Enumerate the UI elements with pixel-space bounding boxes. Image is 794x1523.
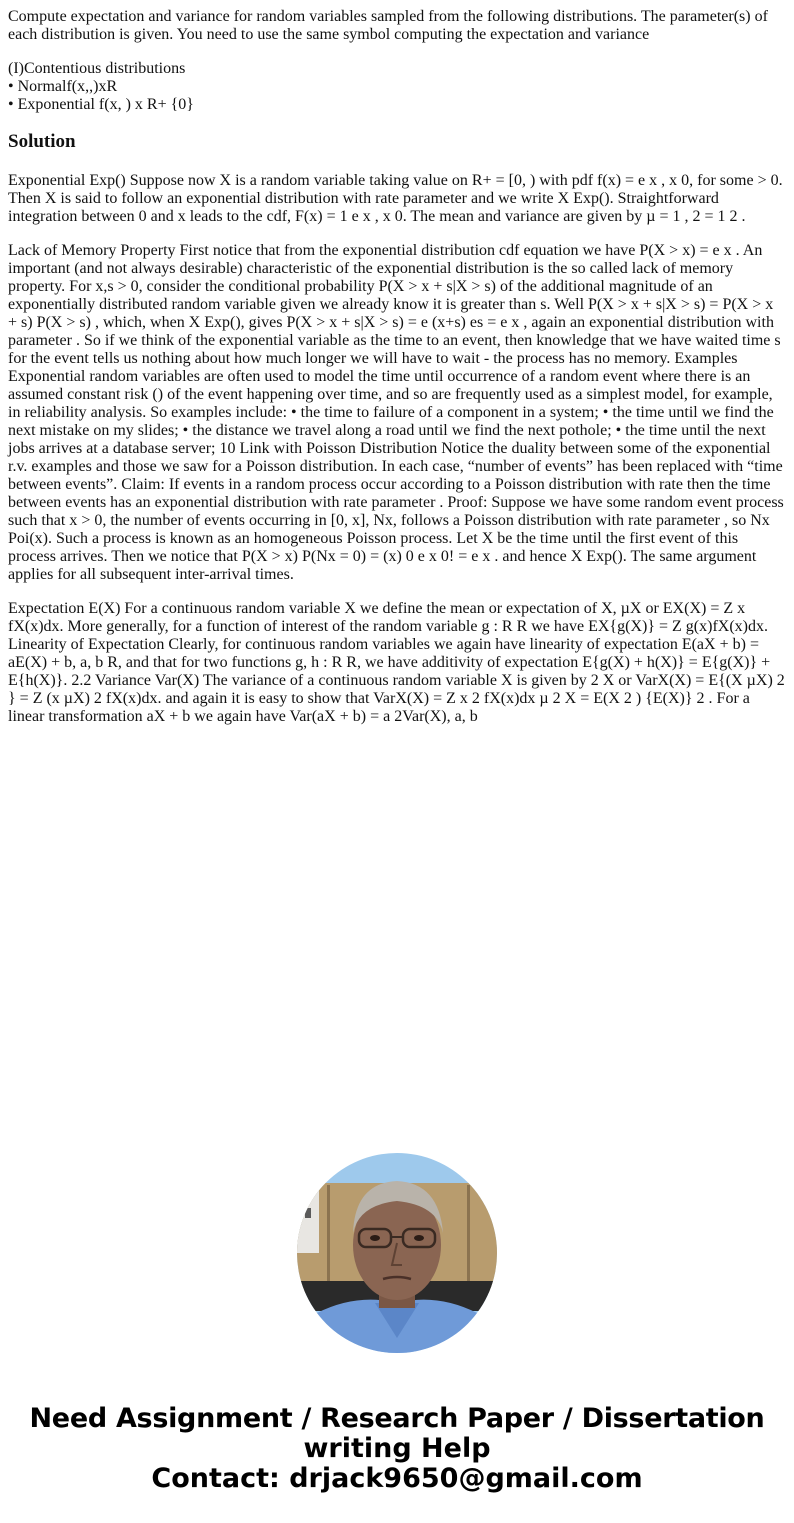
solution-paragraph-exponential: Exponential Exp() Suppose now X is a random variable taking value on R+ = [0, ) with pdf f(x) = e x , x 0, for some > 0. Then X is said to follow an exponential distribution with rate parameter and we write X Exp(). Straightforward integration between 0 and x leads to the cdf, F(x) = 1 e x , x 0. The mean and variance are given by µ = 1 , 2 = 1 2 . xyxy=(8,172,783,225)
list-item-normal: • Normalf(x,,)xR xyxy=(8,78,118,95)
footer-line-2: writing Help xyxy=(303,1433,491,1464)
footer-line-1: Need Assignment / Research Paper / Dissertation xyxy=(29,1403,765,1434)
question-intro: Compute expectation and variance for random variables sampled from the following distributions. The parameter(s) of each distribution is given. You need to use the same symbol computing the expectation and variance xyxy=(8,8,768,43)
author-avatar xyxy=(297,1153,497,1353)
list-item-exponential: • Exponential f(x, ) x R+ {0} xyxy=(8,96,194,113)
footer-contact: Contact: drjack9650@gmail.com xyxy=(151,1463,643,1494)
solution-section xyxy=(8,131,786,726)
author-portrait-image xyxy=(297,1153,497,1353)
question-section xyxy=(8,8,786,114)
solution-paragraph-memoryless: Lack of Memory Property First notice that from the exponential distribution cdf equation we have P(X > x) = e x . An important (and not always desirable) characteristic of the exponential distribution is the so called lack of memory property. For x,s > 0, consider the conditional probability P(X > x + s|X > s) of the additional magnitude of an exponentially distributed random variable given we already know it is greater than s. Well P(X > x + s|X > s) = P(X > x + s) P(X > s) , which, when X Exp(), gives P(X > x + s|X > s) = e (x+s) es = e x , again an exponential distribution with parameter . So if we think of the exponential variable as the time to an event, then knowledge that we have waited time s for the event tells us nothing about how much longer we will have to wait - the process has no memory. Examples Exponential random variables are often used to model the time until occurrence of a random event where there is an assumed constant risk () of the event happening over time, and so are frequently used as a simplest model, for example, in reliability analysis. So examples include: • the time to failure of a component in a system; • the time until we find the next mistake on my slides; • the distance we travel along a road until we find the next pothole; • the time until the next jobs arrives at a database server; 10 Link with Poisson Distribution Notice the duality between some of the exponential r.v. examples and those we saw for a Poisson distribution. In each case, “number of events” has been replaced with “time between events”. Claim: If events in a random process occur according to a Poisson distribution with rate then the time between events has an exponential distribution with rate parameter . Proof: Suppose we have some random event process such that x > 0, the number of events occurring in [0, x], Nx, follows a Poisson distribution with rate parameter , so Nx Poi(x). Such a process is known as an homogeneous Poisson process. Let X be the time until the first event of this process arrives. Then we notice that P(X > x) P(Nx = 0) = (x) 0 e x 0! = e x . and hence X Exp(). The same argument applies for all subsequent inter-arrival times. xyxy=(8,242,784,583)
solution-heading: Solution xyxy=(8,131,76,152)
distribution-list xyxy=(8,60,786,114)
solution-paragraph-expectation: Expectation E(X) For a continuous random variable X we define the mean or expectation of X, µX or EX(X) = Z x fX(x)dx. More generally, for a function of interest of the random variable g : R R we have EX{g(X)} = Z g(x)fX(x)dx. Linearity of Expectation Clearly, for continuous random variables we again have linearity of expectation E(aX + b) = aE(X) + b, a, b R, and that for two functions g, h : R R, we have additivity of expectation E{g(X) + h(X)} = E{g(X)} + E{h(X)}. 2.2 Variance Var(X) The variance of a continuous random variable X is given by 2 X or VarX(X) = E{(X µX) 2 } = Z (x µX) 2 fX(x)dx. and again it is easy to show that VarX(X) = Z x 2 fX(x)dx µ 2 X = E(X 2 ) {E(X)} 2 . For a linear transformation aX + b we again have Var(aX + b) = a 2Var(X), a, b xyxy=(8,600,785,725)
document-body xyxy=(0,0,794,726)
promo-footer xyxy=(0,1404,794,1494)
section-label: (I)Contentious distributions xyxy=(8,60,186,77)
